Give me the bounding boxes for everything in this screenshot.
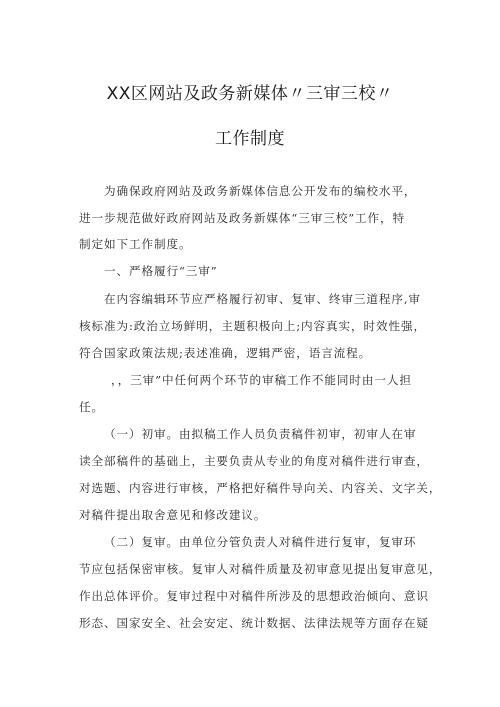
body-line: 进一步规范做好政府网站及政务新媒体“三审三校”工作，特 [79,211,405,225]
body-line: 在内容编辑环节应严格履行初审、复审、终审三道程序,审 [104,292,421,306]
document-title: XX区网站及政务新媒体〃三审三校〃 [106,84,394,104]
body-line: （二）复审。由单位分管负责人对稿件进行复审，复审环 [104,535,417,549]
body-line: （一）初审。由拟稿工作人员负责稿件初审，初审人在审 [104,427,417,441]
body-line: 符合国家政策法规;表述准确，逻辑严密，语言流程。 [79,346,372,360]
body-line: 节应包括保密审核。复审人对稿件质量及初审意见提出复审意见， [79,562,442,576]
body-line: 作出总体评价。复审过程中对稿件所涉及的思想政治倾向、意识 [79,589,429,603]
section-heading-text: 一、严格履行“三审” [104,264,218,278]
body-line: 读全部稿件的基础上，主要负责从专业的角度对稿件进行审查， [79,454,429,468]
document-title-continuation: 工作制度 [215,129,285,149]
body-line: 对选题、内容进行审核，严格把好稿件导向关、内容关、文字关， [79,481,442,495]
body-line: 为确保政府网站及政务新媒体信息公开发布的编校水平， [104,184,417,198]
body-line: 核标准为:政治立场鲜明，主题积极向上;内容真实，时效性强， [79,319,426,333]
body-line: 形态、国家安全、社会安定、统计数据、法律法规等方面存在疑 [79,616,429,630]
body-line: 制定如下工作制度。 [79,237,192,251]
body-line: 对稿件提出取舍意见和修改建议。 [79,508,267,522]
body-line: ，，三审”中任何两个环节的审稿工作不能同时由一人担 [111,373,412,387]
body-line: 任。 [79,400,104,414]
